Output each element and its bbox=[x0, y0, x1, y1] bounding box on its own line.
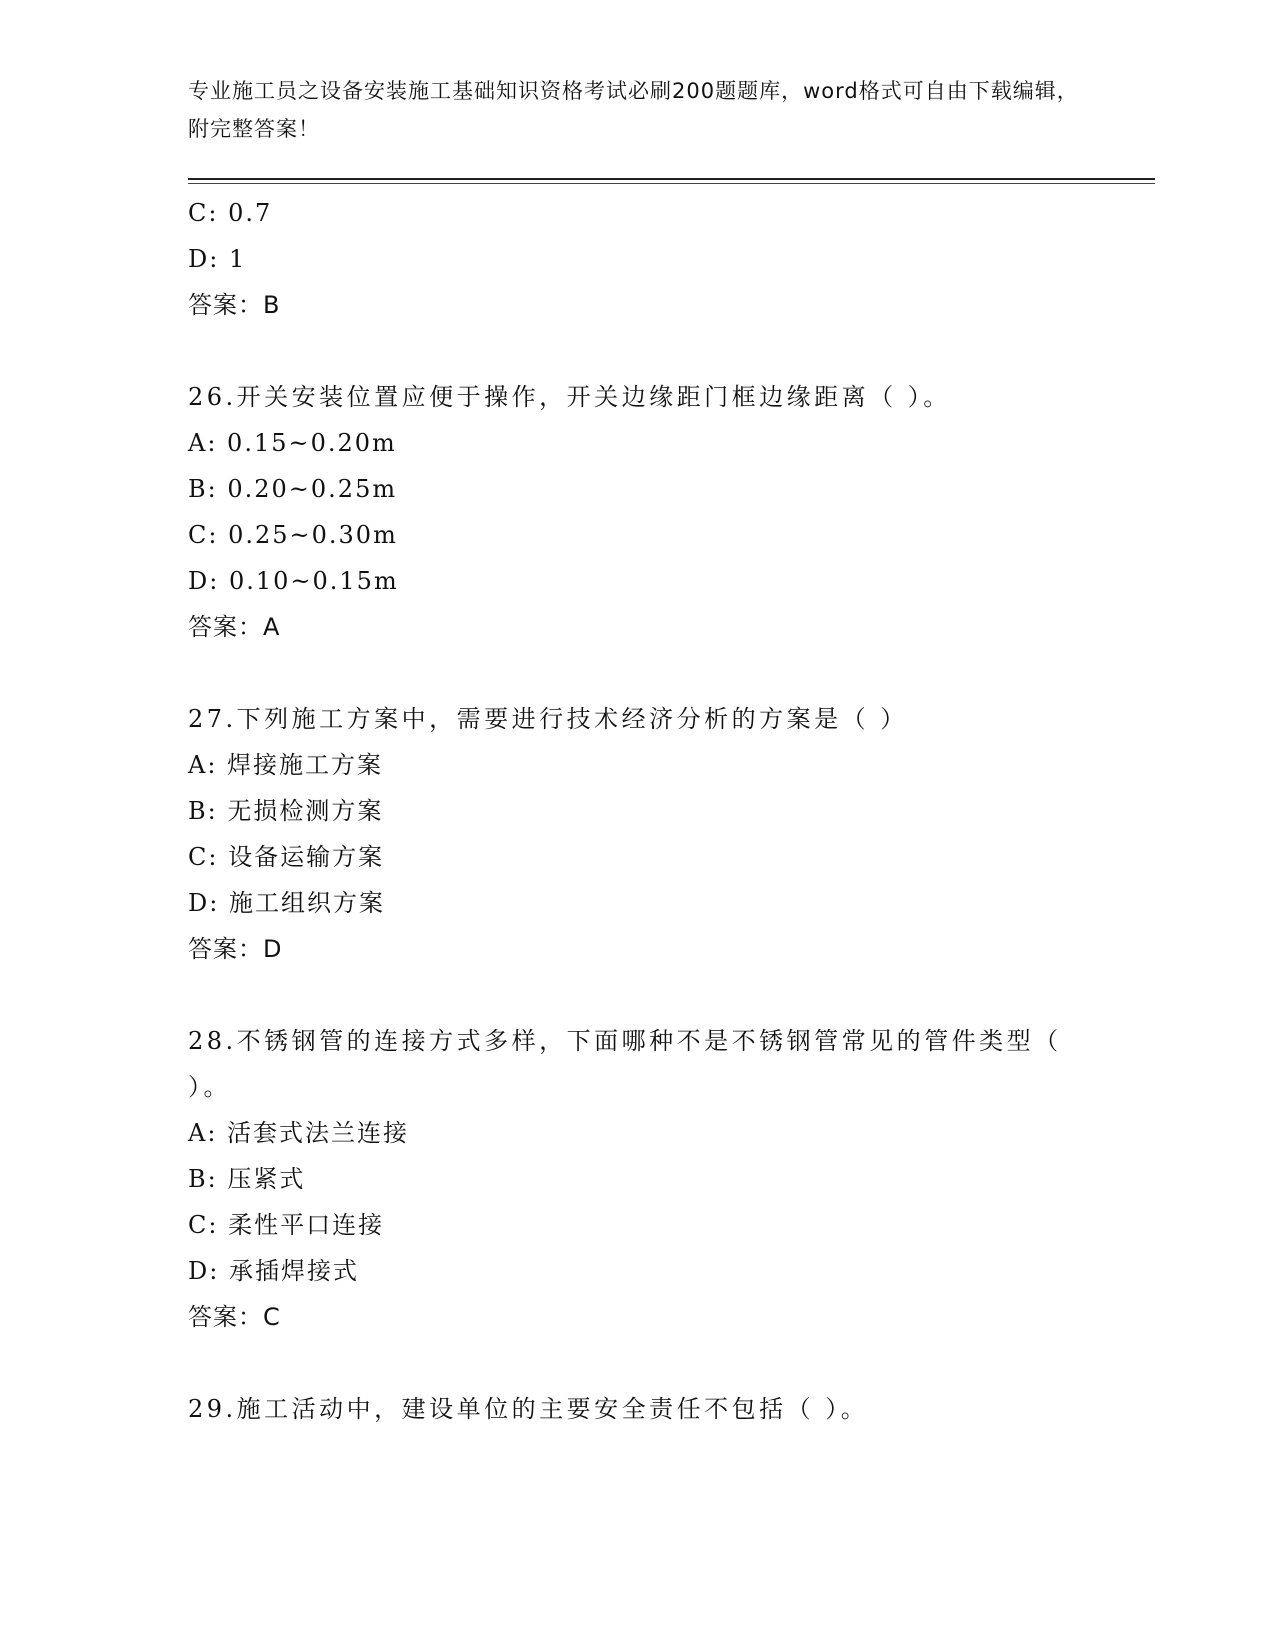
spacer bbox=[188, 1340, 1088, 1386]
answer-line: 答案：C bbox=[188, 1303, 281, 1331]
question-block-prev bbox=[188, 190, 1088, 328]
question-text: 28.不锈钢管的连接方式多样，下面哪种不是不锈钢管常见的管件类型（ ）。 bbox=[188, 1027, 1062, 1101]
option-b: B: 压紧式 bbox=[188, 1165, 306, 1193]
question-text: 27.下列施工方案中，需要进行技术经济分析的方案是（ ） bbox=[188, 705, 908, 733]
document-header-title: 专业施工员之设备安装施工基础知识资格考试必刷200题题库，word格式可自由下载编辑，附完整答案！ bbox=[188, 79, 1079, 141]
question-block-26 bbox=[188, 374, 1088, 650]
question-block-29 bbox=[188, 1386, 1088, 1432]
option-b: B: 无损检测方案 bbox=[188, 797, 384, 825]
question-text: 26.开关安装位置应便于操作，开关边缘距门框边缘距离（ ）。 bbox=[188, 383, 951, 411]
answer-line: 答案：A bbox=[188, 613, 281, 641]
spacer bbox=[188, 328, 1088, 374]
option-c: C: 柔性平口连接 bbox=[188, 1211, 385, 1239]
option-a: A: 活套式法兰连接 bbox=[188, 1119, 410, 1147]
option-d: D: 承插焊接式 bbox=[188, 1257, 359, 1285]
answer-line: 答案：B bbox=[188, 291, 281, 319]
question-block-27 bbox=[188, 696, 1088, 972]
header-divider bbox=[188, 178, 1155, 180]
option-c: C: 设备运输方案 bbox=[188, 843, 385, 871]
spacer bbox=[188, 650, 1088, 696]
option-d: D: 1 bbox=[188, 245, 247, 273]
option-d: D: 0.10~0.15m bbox=[188, 567, 399, 595]
spacer bbox=[188, 972, 1088, 1018]
option-c: C: 0.25~0.30m bbox=[188, 521, 398, 549]
option-b: B: 0.20~0.25m bbox=[188, 475, 398, 503]
option-d: D: 施工组织方案 bbox=[188, 889, 385, 917]
header-divider-thin bbox=[188, 183, 1155, 184]
question-list bbox=[188, 190, 1088, 1432]
question-block-28 bbox=[188, 1018, 1088, 1340]
answer-line: 答案：D bbox=[188, 935, 283, 963]
option-c: C: 0.7 bbox=[188, 199, 273, 227]
option-a: A: 0.15~0.20m bbox=[188, 429, 397, 457]
option-a: A: 焊接施工方案 bbox=[188, 751, 384, 779]
question-text: 29.施工活动中，建设单位的主要安全责任不包括（ ）。 bbox=[188, 1395, 869, 1423]
